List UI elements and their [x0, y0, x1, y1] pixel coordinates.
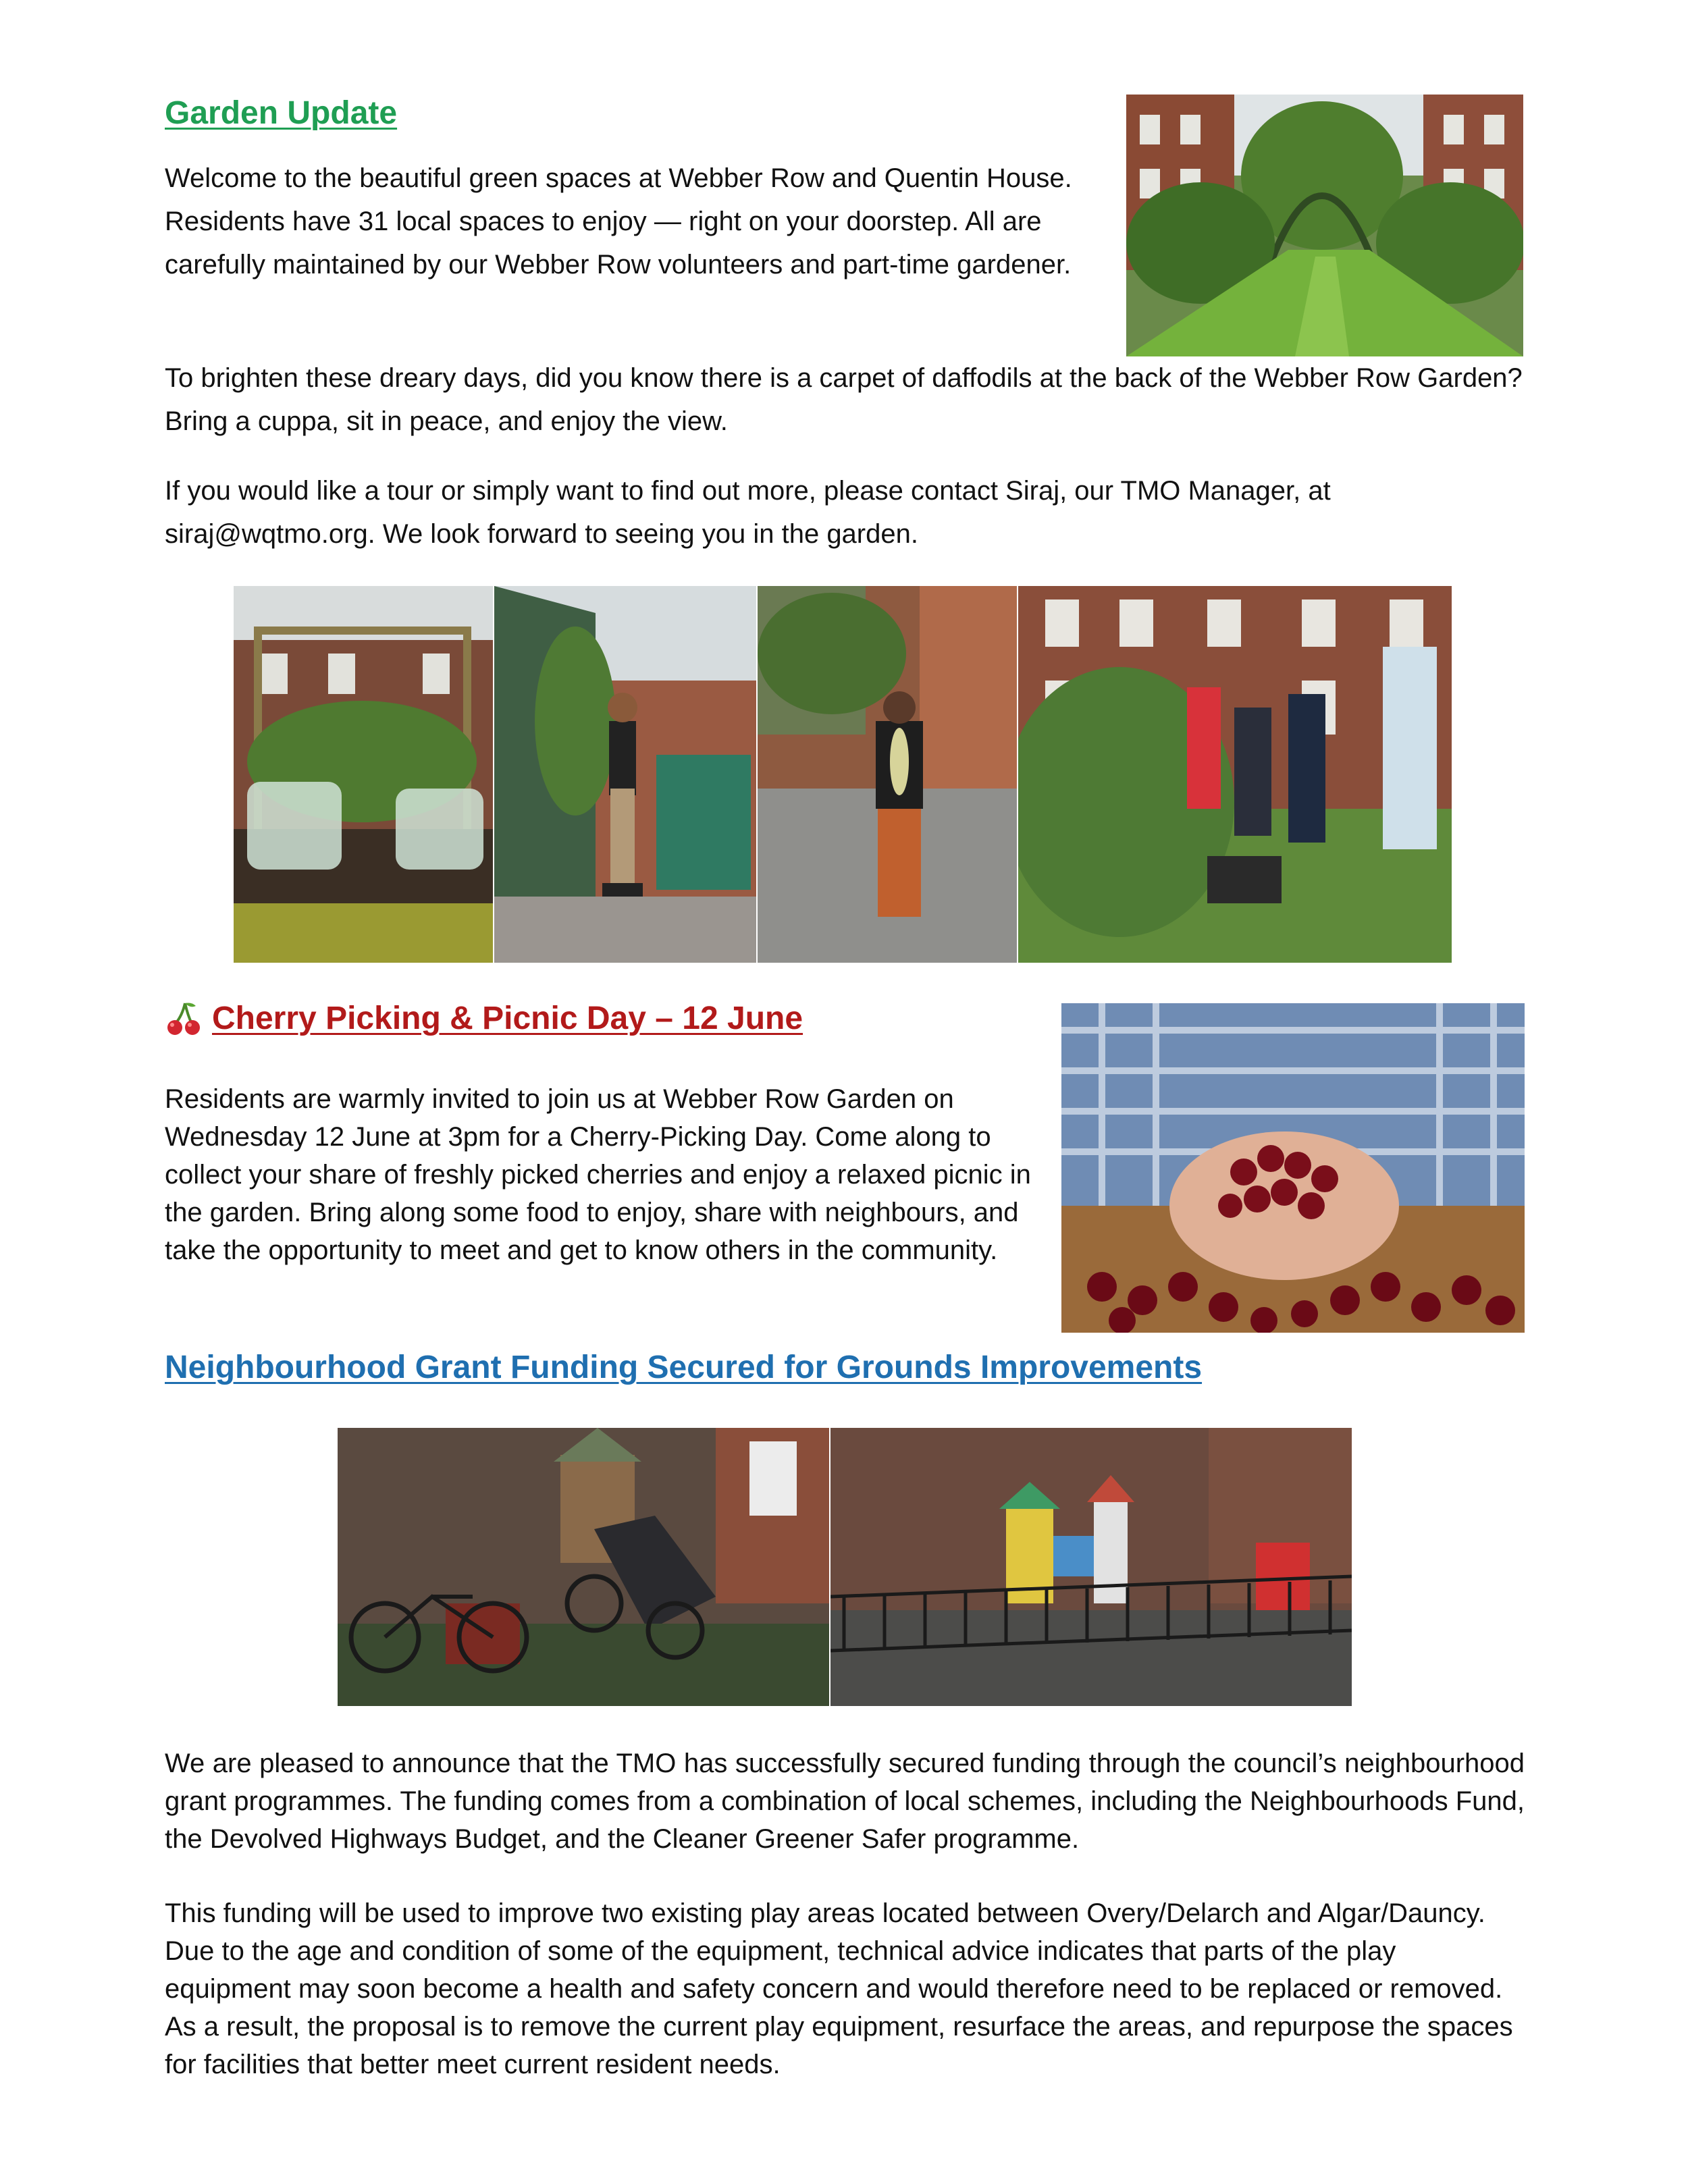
cherry-heading: Cherry Picking & Picnic Day – 12 June [212, 1000, 803, 1036]
grant-usage-text: This funding will be used to improve two existing play areas located between Overy/Delarch and Algar/Dauncy. Due to the age and condition of some of the equipment, technical advice indicates that parts of the play equipment may soon become a health and safety concern and would therefore need to be replaced or removed. As a result, the proposal is to remove the current play equipment, resurface the areas, and repurpose the spaces for facilities that better meet current resident needs. [165, 1898, 1513, 2079]
grant-heading: Neighbourhood Grant Funding Secured for Grounds Improvements [165, 1350, 1203, 1385]
cherry-heading-row [165, 999, 803, 1037]
cherry-body-text: Residents are warmly invited to join us at Webber Row Garden on Wednesday 12 June at 3pm for a Cherry-Picking Day. Come along to collect your share of freshly picked cherries and enjoy a relaxed picnic in the garden. Bring along some food to enjoy, share with neighbours, and take the opportunity to meet and get to know others in the community. [165, 1084, 1031, 1265]
garden-contact-text: If you would like a tour or simply want to find out more, please contact Siraj, our TMO Manager, at siraj@wqtmo.org. We look forward to seeing you in the garden. [165, 476, 1331, 549]
volunteers-pruning-photo [1018, 586, 1452, 963]
volunteer-climbing-plant-photo [494, 586, 756, 963]
garden-daffodils-text: To brighten these dreary days, did you know there is a carpet of daffodils at the back of the Webber Row Garden? Bring a cuppa, sit in peace, and enjoy the view. [165, 363, 1523, 436]
garden-update-heading: Garden Update [165, 95, 398, 131]
raised-beds-photo [234, 586, 493, 963]
hands-holding-cherries-photo [1061, 1003, 1525, 1333]
garden-intro-text: Welcome to the beautiful green spaces at Webber Row and Quentin House. Residents have 31 local spaces to enjoy — right on your doorstep. All are carefully maintained by our Webber Row volunteers and part-time gardener. [165, 163, 1072, 279]
bike-storage-area-photo [338, 1428, 829, 1706]
cherries-icon [165, 999, 203, 1037]
fenced-play-area-photo [830, 1428, 1352, 1706]
grant-announcement-text: We are pleased to announce that the TMO has successfully secured funding through the council’s neighbourhood grant programmes. The funding comes from a combination of local schemes, including the Neighbourhoods Fund, the Devolved Highways Budget, and the Cleaner Greener Safer programme. [165, 1749, 1525, 1854]
resident-with-marrow-photo [758, 586, 1017, 963]
garden-arch-photo [1126, 95, 1523, 356]
